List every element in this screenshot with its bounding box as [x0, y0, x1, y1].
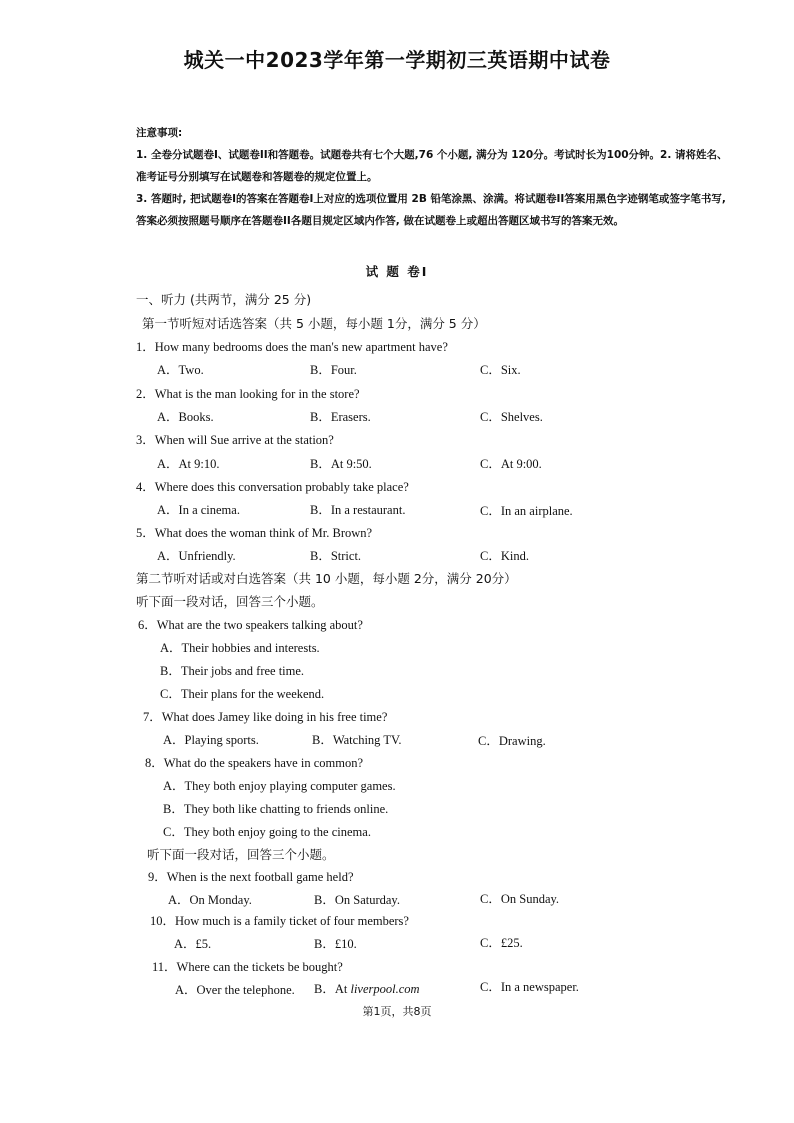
option-a: A．£5.: [174, 937, 212, 951]
option-b: B．On Saturday.: [314, 893, 400, 907]
question-stem: 3．When will Sue arrive at the station?: [136, 433, 334, 447]
option-b: B．Strict.: [310, 549, 362, 563]
subsection-2-heading: 第二节听对话或对白选答案（共 10 小题，每小题 2分，满分 20分）: [136, 571, 517, 586]
option-c: C．At 9:00.: [480, 457, 542, 471]
option-b: B．In a restaurant.: [310, 503, 406, 517]
option-c: C．£25.: [480, 936, 523, 950]
option-c: C．Six.: [480, 363, 521, 377]
option-b: B．£10.: [314, 937, 357, 951]
option-b-prefix: B．At: [314, 982, 351, 996]
question-stem: 9．When is the next football game held?: [148, 870, 354, 884]
page-footer: 第1页，共8页: [362, 1005, 432, 1018]
option-a: A．Playing sports.: [163, 733, 259, 747]
option-a: A．In a cinema.: [157, 503, 240, 517]
option-a: A．Over the telephone.: [175, 983, 295, 997]
question-stem: 7．What does Jamey like doing in his free time?: [143, 710, 388, 724]
option-c: C．Shelves.: [480, 410, 543, 424]
website-text: liverpool.com: [350, 982, 420, 996]
question-stem: 5．What does the woman think of Mr. Brown?: [136, 526, 373, 540]
option-b: B．Erasers.: [310, 410, 371, 424]
question-stem: 4．Where does this conversation probably take place?: [136, 480, 409, 494]
question-stem: 11．Where can the tickets be bought?: [152, 960, 343, 974]
option-a: A．Books.: [157, 410, 214, 424]
notes: [136, 122, 728, 232]
option-c: C．Their plans for the weekend.: [160, 687, 325, 701]
option-b: B．Watching TV.: [312, 733, 402, 747]
notes-item-1: 1. 全卷分试题卷I、试题卷II和答题卷。试题卷共有七个大题,76 个小题, 满分为 120分。考试时长为100分钟。2. 请将姓名、准考证号分别填写在试题卷和答题卷的规定位置上。: [136, 149, 728, 183]
option-a: A．Two.: [157, 363, 204, 377]
option-a: A．On Monday.: [168, 893, 252, 907]
option-b: B．At 9:50.: [310, 457, 372, 471]
section-title: 试 题 卷I: [365, 264, 429, 279]
notes-item-2: 3. 答题时, 把试题卷I的答案在答题卷I上对应的选项位置用 2B 铅笔涂黑、涂满。将试题卷II答案用黑色字迹钢笔或签字笔书写, 答案必须按照题号顺序在答题卷II各题目规定区域内作答, 做在试题卷上或超出答题区域书写的答案无效。: [136, 193, 726, 227]
question-stem: 6．What are the two speakers talking about?: [138, 618, 363, 632]
exam-title: 城关一中2023学年第一学期初三英语期中试卷: [183, 48, 611, 72]
option-a: A．They both enjoy playing computer games.: [163, 779, 396, 793]
question-stem: 1．How many bedrooms does the man's new apartment have?: [136, 340, 448, 354]
notes-heading: 注意事项:: [136, 127, 183, 139]
option-c: C．In a newspaper.: [480, 980, 579, 994]
option-b: B．They both like chatting to friends online.: [163, 802, 389, 816]
part-heading: 一、听力 (共两节，满分 25 分): [136, 292, 312, 307]
option-c: C．They both enjoy going to the cinema.: [163, 825, 371, 839]
option-c: C．Kind.: [480, 549, 529, 563]
question-stem: 2．What is the man looking for in the store?: [136, 387, 360, 401]
option-a: A．Unfriendly.: [157, 549, 236, 563]
option-c: C．In an airplane.: [480, 504, 573, 518]
listening-instruction: 听下面一段对话，回答三个小题。: [147, 847, 335, 862]
option-b: B．Four.: [310, 363, 357, 377]
option-c: C．On Sunday.: [480, 892, 560, 906]
option-a: A．Their hobbies and interests.: [160, 641, 320, 655]
option-c: C．Drawing.: [478, 734, 546, 748]
question-stem: 10．How much is a family ticket of four members?: [150, 914, 409, 928]
subsection-1-heading: 第一节听短对话选答案（共 5 小题，每小题 1分，满分 5 分）: [142, 316, 486, 331]
question-stem: 8．What do the speakers have in common?: [145, 756, 363, 770]
listening-instruction: 听下面一段对话，回答三个小题。: [136, 594, 324, 609]
option-a: A．At 9:10.: [157, 457, 220, 471]
option-b: B．Their jobs and free time.: [160, 664, 305, 678]
option-b: [314, 979, 420, 997]
